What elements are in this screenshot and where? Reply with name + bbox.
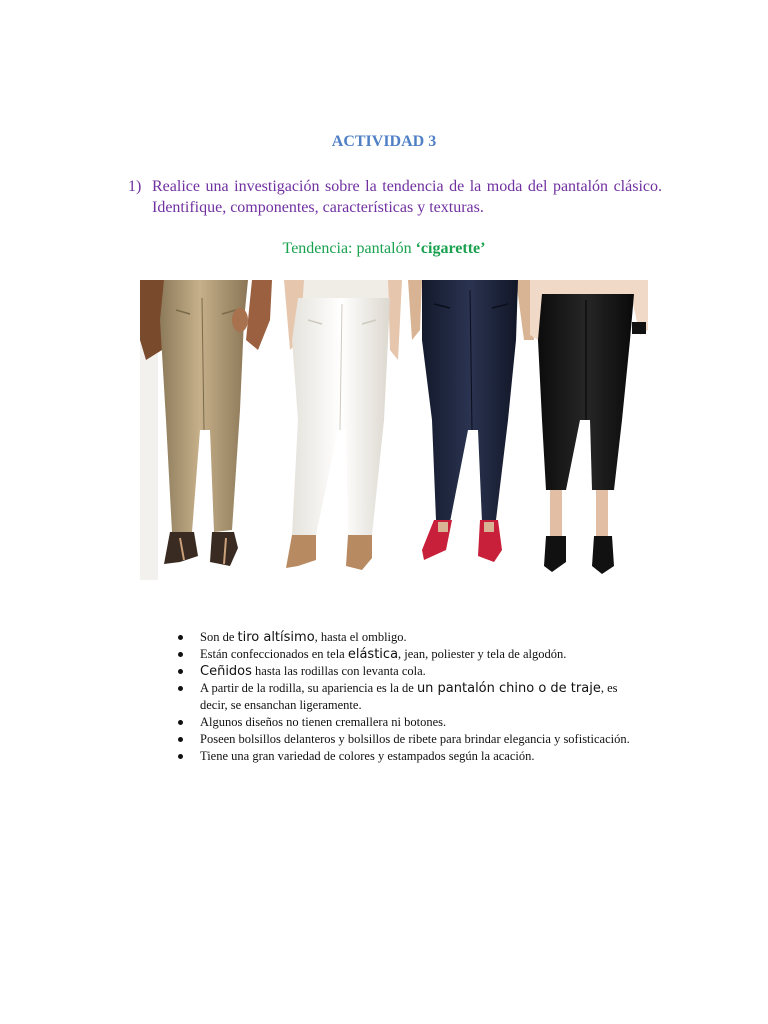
trend-heading (0, 240, 768, 258)
question-text: Realice una investigación sobre la tendencia de la moda del pantalón clásico. Identifique, componentes, características y texturas. (152, 178, 662, 216)
list-item: Ceñidos hasta las rodillas con levanta cola. (178, 663, 648, 680)
trend-prefix: Tendencia: pantalón (282, 240, 416, 257)
page-title: ACTIVIDAD 3 (331, 133, 437, 150)
trousers-photo (140, 280, 648, 580)
trend-name: ‘cigarette’ (415, 240, 486, 257)
question-number: 1) (128, 178, 142, 195)
list-item: Son de tiro altísimo, hasta el ombligo. (178, 629, 648, 646)
list-item: Algunos diseños no tienen cremallera ni botones. (178, 714, 648, 731)
list-item: Están confeccionados en tela elástica, jean, poliester y tela de algodón. (178, 646, 648, 663)
list-item: Tiene una gran variedad de colores y estampados según la acación. (178, 748, 648, 765)
characteristics-list (178, 629, 648, 765)
list-item: Poseen bolsillos delanteros y bolsillos de ribete para brindar elegancia y sofisticación. (178, 731, 648, 748)
question-1 (128, 176, 662, 218)
list-item: A partir de la rodilla, su apariencia es la de un pantalón chino o de traje, es decir, se ensanchan ligeramente. (178, 680, 648, 714)
